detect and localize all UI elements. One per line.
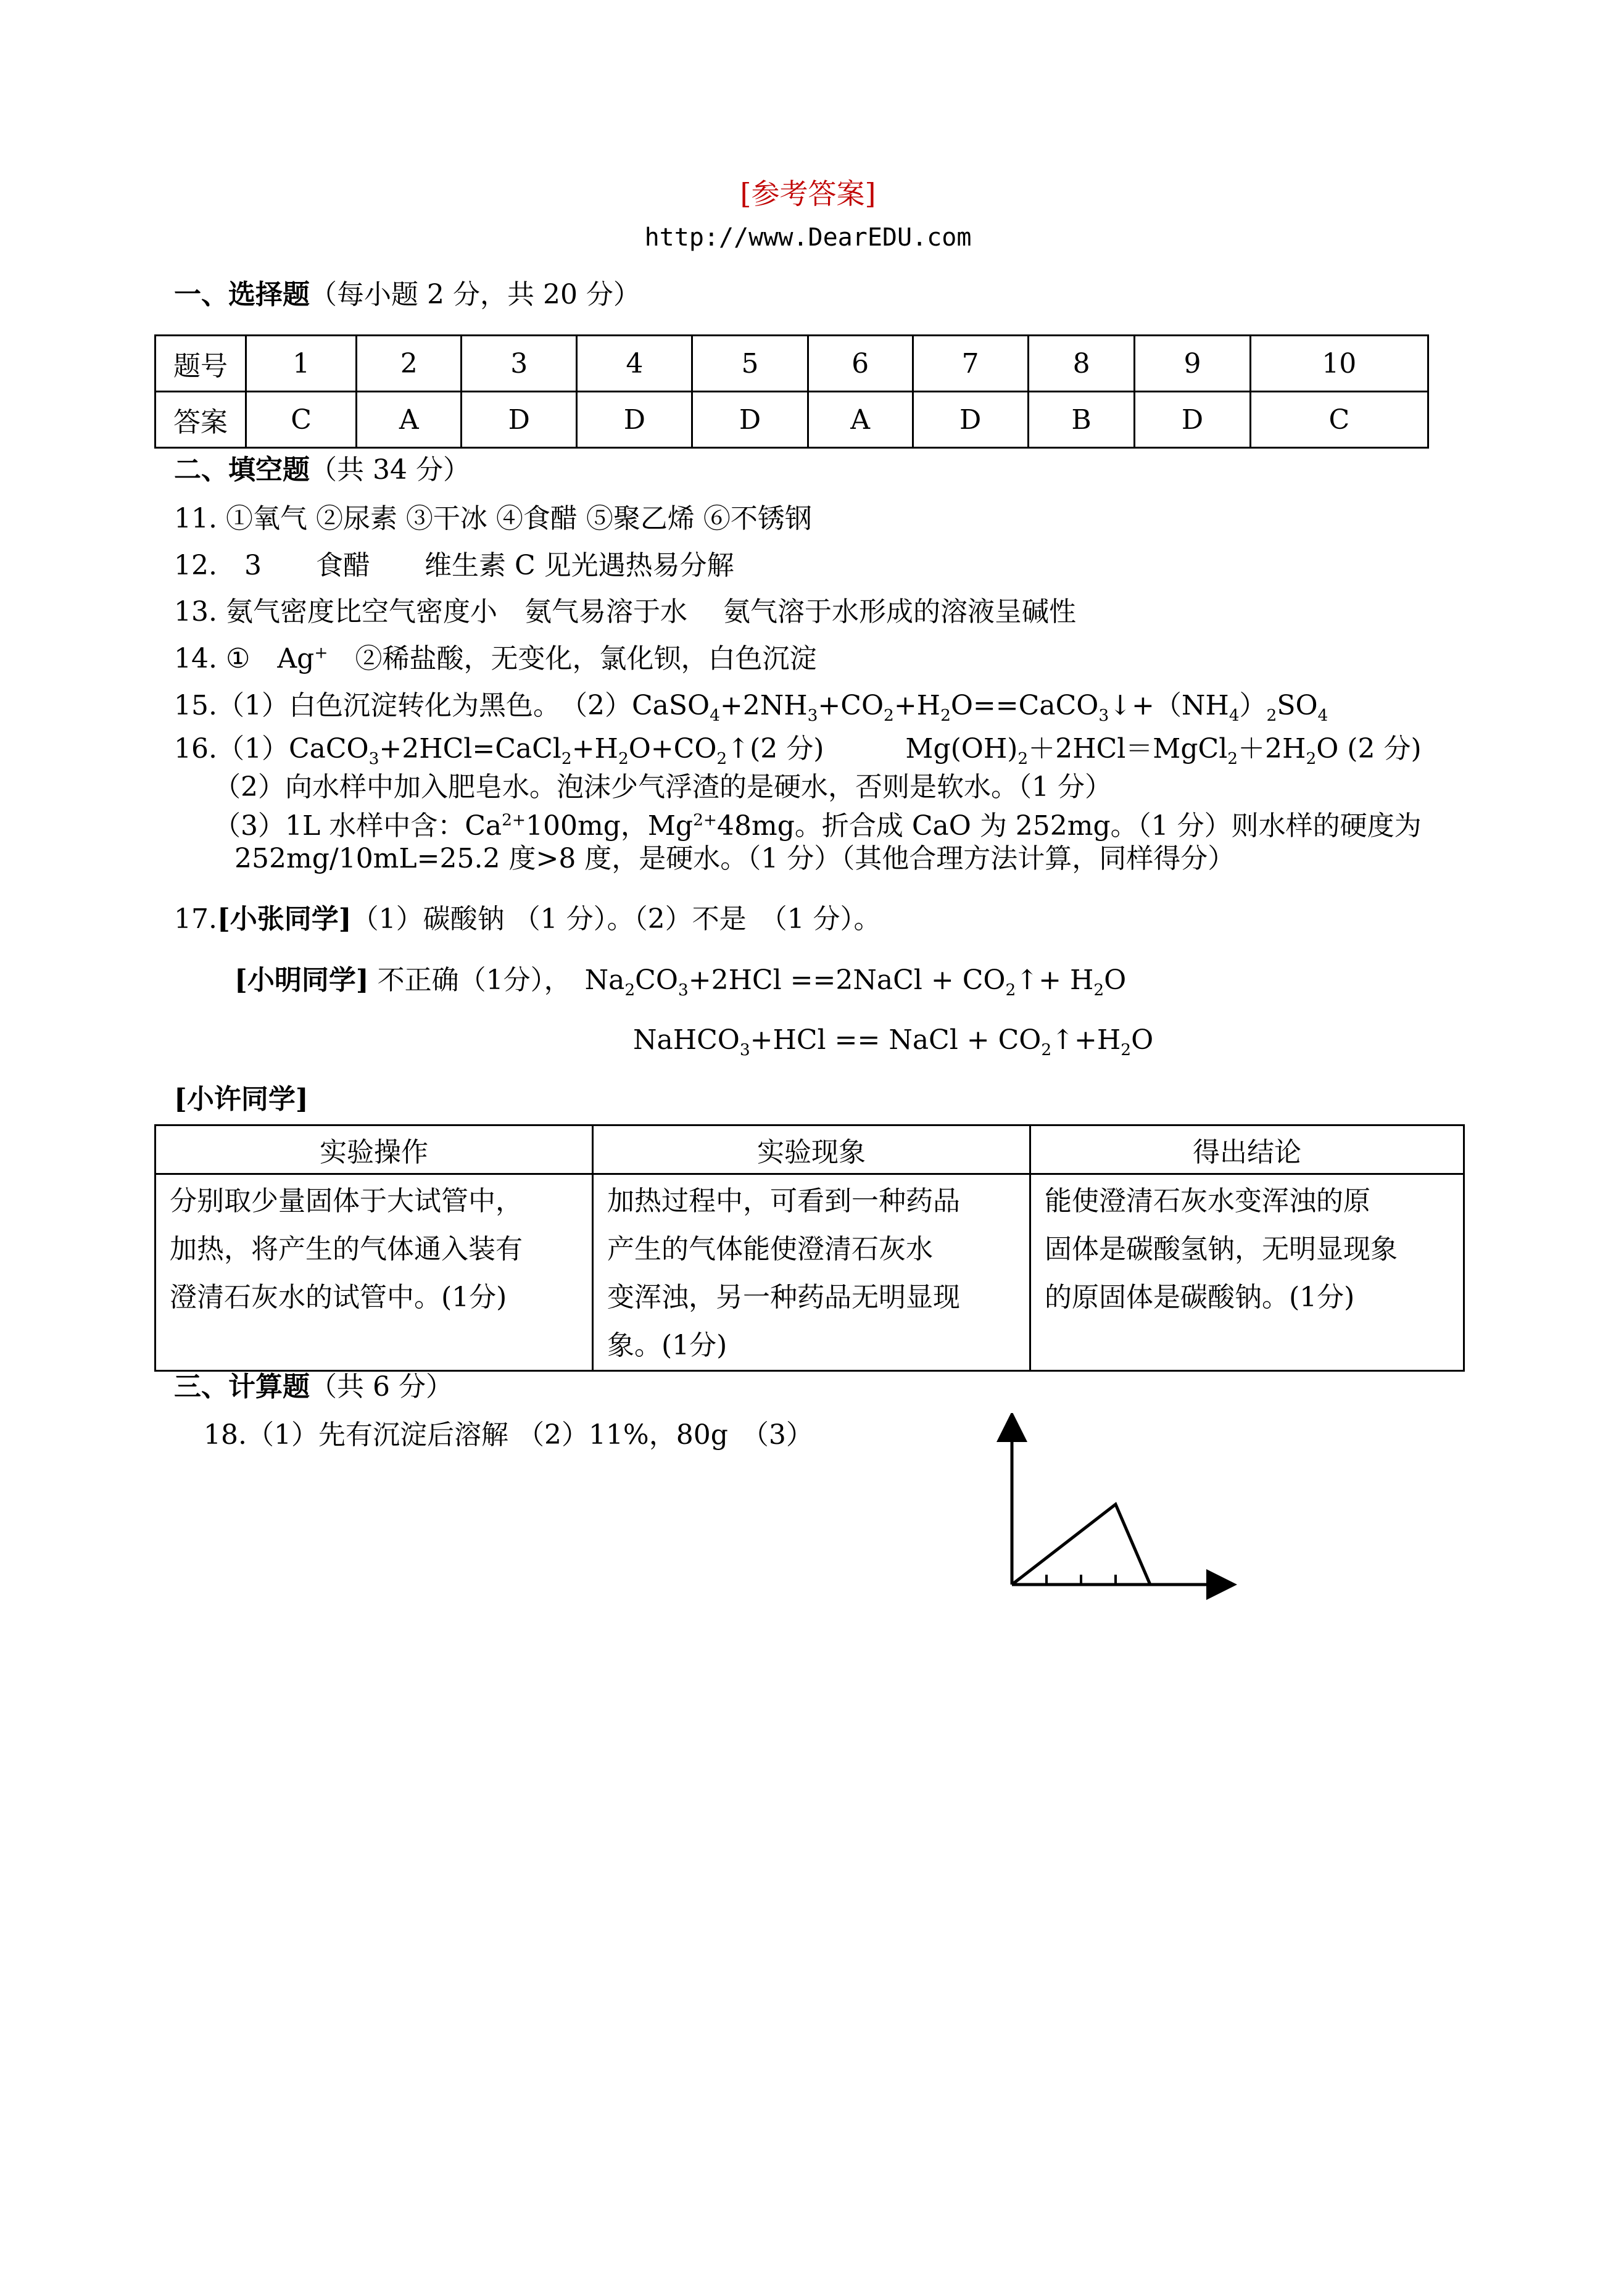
- text-run: O+CO: [628, 733, 717, 765]
- subscript: 4: [1317, 705, 1328, 725]
- answer-13: 13. 氨气密度比空气密度小 氨气易溶于水 氨气溶于水形成的溶液呈碱性: [174, 596, 1076, 628]
- section-2-label: 二、填空题: [174, 454, 310, 486]
- subscript: 2: [1306, 748, 1317, 768]
- text-run: ＋2H: [1238, 733, 1306, 765]
- choice-answer-table: [154, 334, 1429, 449]
- answer-18: 18.（1）先有沉淀后溶解 （2）11%，80g （3）: [204, 1419, 813, 1451]
- section-3-heading: [174, 1371, 453, 1403]
- series-line: [1012, 1504, 1150, 1585]
- cell-line: 能使澄清石灰水变浑浊的原: [1045, 1185, 1370, 1217]
- text-run: O: [1131, 1024, 1154, 1056]
- table-row-header: 题号: [155, 336, 246, 392]
- site-url: http://www.DearEDU.com: [644, 223, 972, 252]
- answer-cell: D: [462, 392, 577, 448]
- cell-line: 产生的气体能使澄清石灰水: [607, 1233, 933, 1265]
- answer-14-part: ②稀盐酸，无变化，氯化钡，白色沉淀: [328, 643, 817, 674]
- question-number: 9: [1135, 336, 1250, 392]
- table-row-header: 答案: [155, 392, 246, 448]
- text-run: SO: [1277, 690, 1318, 721]
- column-header: 实验现象: [593, 1125, 1030, 1174]
- answer-16-line-1: [174, 733, 1422, 768]
- subscript: 2: [1266, 705, 1277, 725]
- answer-16-line-2: （2）向水样中加入肥皂水。泡沫少气浮渣的是硬水，否则是软水。（1 分）: [213, 771, 1112, 803]
- cell-line: 象。(1分): [607, 1330, 727, 1361]
- text-run: NaHCO: [633, 1024, 740, 1056]
- table-row: [155, 1174, 1464, 1371]
- subscript: 2: [1041, 1040, 1052, 1059]
- answer-16-line-4: 252mg/10mL=25.2 度>8 度，是硬水。（1 分）（其他合理方法计算，同样得分）: [234, 843, 1235, 874]
- text-run: 15.（1）白色沉淀转化为黑色。 （2）CaSO: [174, 690, 710, 721]
- subscript: 2: [1005, 980, 1016, 1000]
- answer-cell: D: [577, 392, 692, 448]
- section-3-note: （共 6 分）: [310, 1371, 453, 1403]
- section-2-note: （共 34 分）: [310, 454, 470, 486]
- answer-cell: C: [246, 392, 357, 448]
- section-2-heading: [174, 454, 470, 486]
- cell-line: 澄清石灰水的试管中。(1分): [170, 1282, 507, 1313]
- question-number: 10: [1250, 336, 1428, 392]
- table-row: [155, 392, 1428, 448]
- answer-cell: B: [1028, 392, 1135, 448]
- cell-text: [594, 1175, 1029, 1370]
- question-number: 6: [808, 336, 913, 392]
- question-number: 7: [913, 336, 1028, 392]
- page-title: [参考答案]: [740, 177, 876, 210]
- subscript: 3: [677, 980, 689, 1000]
- answer-cell: D: [913, 392, 1028, 448]
- subscript: 4: [710, 705, 720, 725]
- cell-text: [1031, 1175, 1463, 1322]
- text-run: +2NH: [719, 690, 808, 721]
- subscript: 3: [807, 705, 818, 725]
- subscript: 2: [561, 748, 572, 768]
- text-run: 不正确（1分）， Na: [368, 964, 625, 996]
- answer-16-line-3: [213, 810, 1422, 842]
- text-run: 48mg。折合成 CaO 为 252mg。（1 分）则水样的硬度为: [717, 810, 1422, 842]
- superscript: 2+: [502, 810, 526, 830]
- question-number: 1: [246, 336, 357, 392]
- answer-14: [174, 643, 816, 675]
- answer-cell: D: [1135, 392, 1250, 448]
- experiment-table: [154, 1124, 1465, 1372]
- question-number: 17.: [174, 903, 217, 935]
- answer-15: [174, 690, 1328, 725]
- answer-11: 11. ①氧气 ②尿素 ③干冰 ④食醋 ⑤聚乙烯 ⑥不锈钢: [174, 503, 812, 534]
- text-run: ↑+H: [1051, 1024, 1121, 1056]
- question-number: 5: [692, 336, 808, 392]
- section-1-heading: [174, 279, 640, 311]
- table-cell: [593, 1174, 1030, 1371]
- text-run: +H: [893, 690, 941, 721]
- cell-line: 固体是碳酸氢钠，无明显现象: [1045, 1233, 1398, 1265]
- student-tag: [小张同学]: [217, 903, 352, 935]
- subscript: 2: [1093, 980, 1104, 1000]
- student-tag: [小明同学]: [234, 964, 369, 996]
- section-3-label: 三、计算题: [174, 1371, 310, 1403]
- text-run: +2HCl ==2NaCl + CO: [688, 964, 1006, 996]
- text-run: ＋2HCl＝MgCl: [1028, 733, 1228, 765]
- subscript: 4: [1229, 705, 1240, 725]
- precipitate-sketch-chart: [975, 1413, 1246, 1604]
- subscript: 2: [624, 980, 636, 1000]
- question-number: 8: [1028, 336, 1135, 392]
- question-number: 3: [462, 336, 577, 392]
- text-run: +HCl == NaCl + CO: [750, 1024, 1042, 1056]
- text-run: （1）碳酸钠 （1 分）。（2）不是 （1 分）。: [351, 903, 881, 935]
- section-1-label: 一、选择题: [174, 279, 310, 310]
- superscript: +: [314, 643, 328, 663]
- text-run: 100mg，Mg: [526, 810, 694, 842]
- subscript: 3: [368, 748, 379, 768]
- text-run: +2HCl=CaCl: [379, 733, 561, 765]
- table-row: [155, 1125, 1464, 1174]
- student-tag: [小许同学]: [174, 1084, 309, 1115]
- question-number: 2: [357, 336, 462, 392]
- cell-line: 分别取少量固体于大试管中，: [170, 1185, 523, 1217]
- subscript: 2: [1017, 748, 1029, 768]
- text-run: ↑+ H: [1016, 964, 1094, 996]
- text-run: O (2 分): [1316, 733, 1422, 765]
- text-run: ↑(2 分) Mg(OH): [727, 733, 1018, 765]
- subscript: 3: [739, 1040, 750, 1059]
- text-run: 16.（1）CaCO: [174, 733, 369, 765]
- question-number: 4: [577, 336, 692, 392]
- answer-17-line-1: [174, 903, 881, 935]
- table-cell: [1030, 1174, 1464, 1371]
- subscript: 2: [940, 705, 951, 725]
- table-cell: [155, 1174, 593, 1371]
- column-header: 得出结论: [1030, 1125, 1464, 1174]
- answer-17-line-3: [633, 1024, 1154, 1059]
- superscript: 2+: [693, 810, 717, 830]
- cell-line: 加热过程中，可看到一种药品: [607, 1185, 960, 1217]
- subscript: 2: [618, 748, 629, 768]
- answer-cell: D: [692, 392, 808, 448]
- cell-line: 的原固体是碳酸钠。(1分): [1045, 1282, 1355, 1313]
- cell-line: 加热，将产生的气体通入装有: [170, 1233, 523, 1265]
- answer-12: 12. 3 食醋 维生素 C 见光遇热易分解: [174, 550, 734, 581]
- text-run: ↓+（NH: [1109, 690, 1229, 721]
- answer-cell: A: [357, 392, 462, 448]
- subscript: 2: [1227, 748, 1238, 768]
- section-1-note: （每小题 2 分，共 20 分）: [310, 279, 640, 310]
- text-run: O==CaCO: [950, 690, 1099, 721]
- table-row: [155, 336, 1428, 392]
- answer-14-part: 14. ① Ag: [174, 643, 315, 674]
- answer-17-line-2: [234, 964, 1127, 1000]
- column-header: 实验操作: [155, 1125, 593, 1174]
- cell-line: 变浑浊，另一种药品无明显现: [607, 1282, 960, 1313]
- text-run: +H: [571, 733, 618, 765]
- subscript: 2: [1121, 1040, 1132, 1059]
- text-run: ）: [1239, 690, 1267, 721]
- subscript: 3: [1098, 705, 1109, 725]
- text-run: O: [1104, 964, 1127, 996]
- answer-cell: A: [808, 392, 913, 448]
- text-run: （3）1L 水样中含：Ca: [213, 810, 502, 842]
- subscript: 2: [716, 748, 727, 768]
- text-run: CO: [635, 964, 678, 996]
- text-run: +CO: [818, 690, 884, 721]
- cell-text: [156, 1175, 592, 1322]
- answer-cell: C: [1250, 392, 1428, 448]
- subscript: 2: [884, 705, 894, 725]
